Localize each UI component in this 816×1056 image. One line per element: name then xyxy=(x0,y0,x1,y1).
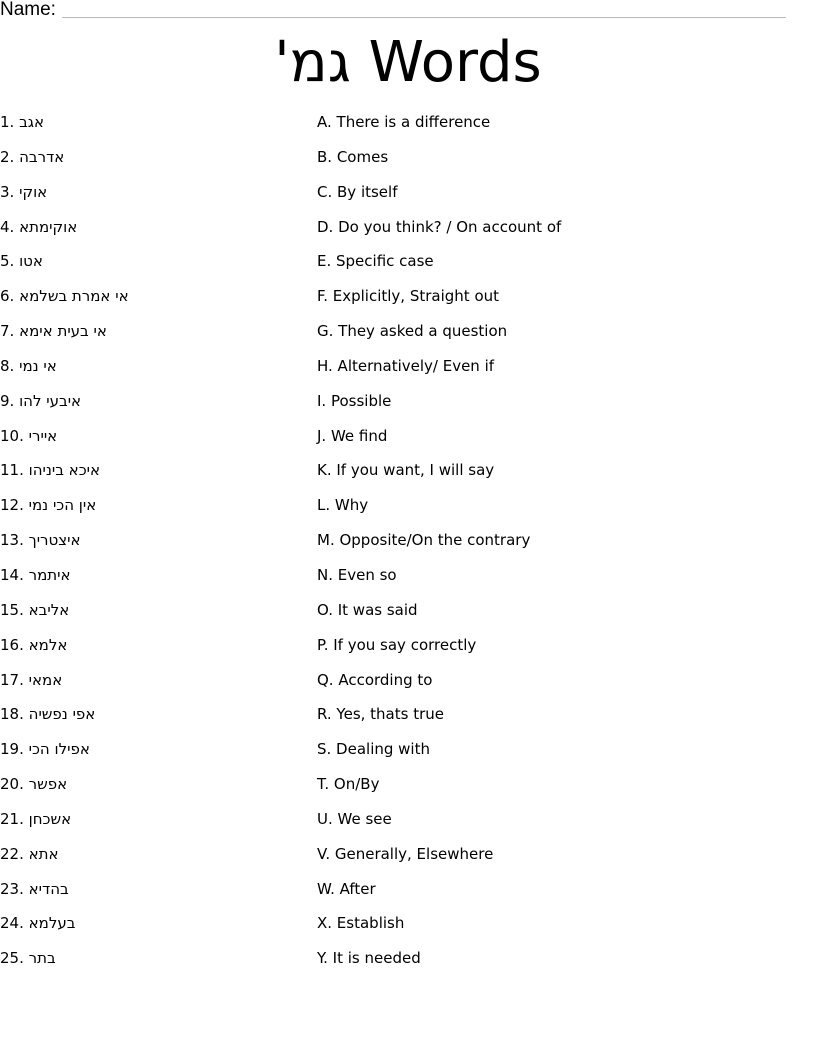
term-item xyxy=(0,426,300,461)
term-text: אדרבה xyxy=(19,147,65,166)
term-number: 17. xyxy=(0,670,24,689)
term-text: אי בעית אימא xyxy=(19,322,107,341)
term-item xyxy=(0,182,300,217)
term-number: 7. xyxy=(0,322,15,341)
term-item xyxy=(0,495,300,530)
term-text: איבעי להו xyxy=(19,391,82,410)
term-number: 21. xyxy=(0,809,24,828)
definition-item: H. Alternatively/ Even if xyxy=(317,356,495,375)
definition-item: C. By itself xyxy=(317,182,398,201)
term-item xyxy=(0,879,300,914)
term-number: 18. xyxy=(0,705,24,724)
definition-item: Y. It is needed xyxy=(317,949,421,968)
term-number: 13. xyxy=(0,531,24,550)
definition-item: W. After xyxy=(317,879,376,898)
term-number: 2. xyxy=(0,147,15,166)
term-item xyxy=(0,635,300,670)
term-text: אשכחן xyxy=(28,809,72,828)
worksheet-title: 'גמ Words xyxy=(274,30,542,95)
term-item xyxy=(0,251,300,286)
definition-item: N. Even so xyxy=(317,565,397,584)
term-text: אפשר xyxy=(28,775,68,794)
term-text: בעלמא xyxy=(28,914,76,933)
term-item xyxy=(0,112,300,147)
term-number: 14. xyxy=(0,565,24,584)
term-number: 24. xyxy=(0,914,24,933)
term-item xyxy=(0,739,300,774)
definition-item: K. If you want, I will say xyxy=(317,461,495,480)
term-number: 19. xyxy=(0,740,24,759)
definition-item: A. There is a difference xyxy=(317,113,491,131)
term-text: אליבא xyxy=(28,600,70,619)
term-item xyxy=(0,670,300,705)
definition-item: Q. According to xyxy=(317,670,433,689)
term-item xyxy=(0,809,300,844)
term-text: איכא ביניהו xyxy=(28,461,101,480)
term-number: 3. xyxy=(0,182,15,201)
term-item xyxy=(0,704,300,739)
definition-item: D. Do you think? / On account of xyxy=(317,217,562,236)
term-number: 12. xyxy=(0,496,24,515)
term-text: אפילו הכי xyxy=(28,740,90,759)
term-text: אפי נפשיה xyxy=(28,705,96,724)
term-text: אין הכי נמי xyxy=(28,496,97,515)
term-text: אי אמרת בשלמא xyxy=(19,287,129,306)
definition-item: I. Possible xyxy=(317,391,392,410)
term-item xyxy=(0,530,300,565)
terms-list xyxy=(0,112,300,983)
definition-item: G. They asked a question xyxy=(317,322,508,341)
term-text: איירי xyxy=(28,426,58,445)
definition-item: B. Comes xyxy=(317,147,389,166)
definition-item: O. It was said xyxy=(317,600,418,619)
definition-item: L. Why xyxy=(317,496,369,515)
term-text: איתמר xyxy=(28,565,71,584)
term-item xyxy=(0,774,300,809)
term-text: אוקי xyxy=(19,182,48,201)
term-number: 5. xyxy=(0,252,15,271)
term-text: אוקימתא xyxy=(19,217,78,236)
definition-item: P. If you say correctly xyxy=(317,635,477,654)
definition-item: S. Dealing with xyxy=(317,740,430,759)
term-number: 1. xyxy=(0,113,15,131)
term-text: אתא xyxy=(28,844,59,863)
definition-item: V. Generally, Elsewhere xyxy=(317,844,494,863)
definitions-list xyxy=(317,112,807,983)
term-item xyxy=(0,356,300,391)
definition-item: R. Yes, thats true xyxy=(317,705,445,724)
definition-item: E. Specific case xyxy=(317,252,434,271)
term-item xyxy=(0,948,300,983)
term-number: 6. xyxy=(0,287,15,306)
term-item xyxy=(0,565,300,600)
term-number: 9. xyxy=(0,391,15,410)
term-text: אטו xyxy=(19,252,43,271)
term-number: 4. xyxy=(0,217,15,236)
term-number: 20. xyxy=(0,775,24,794)
term-text: בהדיא xyxy=(28,879,69,898)
term-item xyxy=(0,600,300,635)
term-text: אלמא xyxy=(28,635,68,654)
term-item xyxy=(0,913,300,948)
definition-item: J. We find xyxy=(317,426,388,445)
term-item xyxy=(0,286,300,321)
term-text: איצטריך xyxy=(28,531,81,550)
term-text: אמאי xyxy=(28,670,63,689)
term-text: אגב xyxy=(19,113,44,131)
term-text: בתר xyxy=(28,949,56,968)
definition-item: T. On/By xyxy=(317,775,380,794)
term-number: 16. xyxy=(0,635,24,654)
name-field xyxy=(0,0,786,22)
name-label: Name: xyxy=(0,0,56,20)
term-number: 10. xyxy=(0,426,24,445)
term-item xyxy=(0,391,300,426)
definition-item: U. We see xyxy=(317,809,392,828)
definition-item: F. Explicitly, Straight out xyxy=(317,287,500,306)
term-item xyxy=(0,217,300,252)
term-number: 11. xyxy=(0,461,24,480)
term-item xyxy=(0,844,300,879)
term-text: אי נמי xyxy=(19,356,57,375)
term-item xyxy=(0,460,300,495)
term-item xyxy=(0,321,300,356)
term-number: 15. xyxy=(0,600,24,619)
term-number: 22. xyxy=(0,844,24,863)
term-number: 25. xyxy=(0,949,24,968)
name-write-line xyxy=(62,17,786,18)
term-item xyxy=(0,147,300,182)
term-number: 8. xyxy=(0,356,15,375)
definition-item: X. Establish xyxy=(317,914,405,933)
term-number: 23. xyxy=(0,879,24,898)
definition-item: M. Opposite/On the contrary xyxy=(317,531,531,550)
